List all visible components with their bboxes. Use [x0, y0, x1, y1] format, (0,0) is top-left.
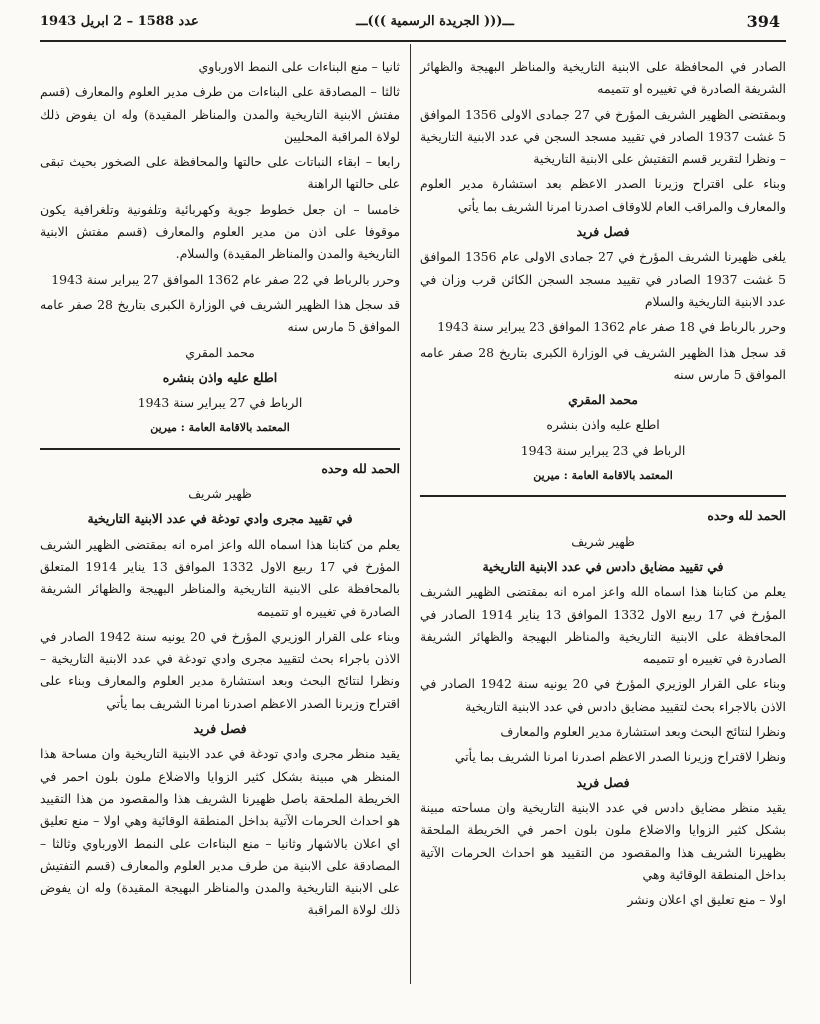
- page-number: 394: [746, 12, 780, 31]
- decision: وبناء على القرار الوزيري المؤرخ في 20 يونيه سنة 1942 الصادر في الاذن باجراء بحث لتقييد مجرى وادي تودغة في عدد الابنية التاريخية – ونظرا لنتائج البحث وبعد استشارة مدير العلوم والمعارف وبناء على اقتراح وزيرنا الصدر الاعظم اصدرنا امرنا الشريف بما يأتي: [40, 628, 401, 711]
- praise-line: الحمد لله وحده: [707, 508, 786, 524]
- cont-line: رابعا – ابقاء النباتات على حالتها والمحافظة على الصخور بحيث تبقى على حالتها الراهنة: [40, 154, 400, 192]
- sole-article-heading: فصل فريد: [576, 224, 630, 240]
- page-header: [40, 12, 780, 34]
- place-date: الرباط في 23 يبراير سنة 1943: [520, 442, 686, 458]
- intro-line: الصادر في المحافظة على الابنية التاريخية والمناظر البهيجة والظهائر الشريفة الصادرة في تغييره او تتميمه: [420, 59, 786, 97]
- intro-line: وبمقتضى الظهير الشريف المؤرخ في 27 جمادى الاولى 1356 الموافق 5 غشت 1937 الصادر في تقييد مسجد السجن في عدد الابنية التاريخية – ونظرا لتقرير قسم التفتيش على الابنية التاريخية: [420, 106, 787, 167]
- intro-line: وبناء على اقتراح وزيرنا الصدر الاعظم بعد استشارة مدير العلوم والمعارف والمراقب العام للاوقاف اصدرنا امرنا الشريف بما يأتي: [420, 176, 786, 214]
- signature: محمد المقري: [568, 392, 638, 408]
- place-date: الرباط في 27 يبراير سنة 1943: [137, 395, 303, 411]
- first-prohibition: اولا – منع تعليق اي اعلان ونشر: [627, 892, 786, 908]
- done-at: وحرر بالرباط في 18 صفر عام 1362 الموافق 23 يبراير سنة 1943: [437, 319, 786, 335]
- research-note: ونظرا لنتائج البحث وبعد استشارة مدير العلوم والمعارف: [500, 724, 786, 740]
- signature: محمد المقري: [185, 344, 255, 360]
- praise-line: الحمد لله وحده: [321, 460, 400, 476]
- gazette-title: ـــ((( الجريدة الرسمية )))ـــ: [356, 14, 514, 29]
- preamble: يعلم من كتابنا هذا اسماه الله واعز امره انه بمقتضى الظهير الشريف المؤرخ في 17 ربيع الاول 1332 الموافق 13 يناير 1914 الصادر في المحافظة على الابنية التاريخية والمناظر البهيجة والظهائر الشريفة الصادرة في تغييره او تتميمه: [420, 584, 786, 667]
- sole-article-heading: فصل فريد: [193, 721, 247, 737]
- doc-title: في تقييد مجرى وادي تودغة في عدد الابنية التاريخية: [87, 511, 353, 527]
- cont-line: خامسا – ان جعل خطوط جوية وكهربائية وتلفونية وتلغرافية يكون موقوفا على اذن من مدير العلوم والمعارف (قسم مفتش الابنية التاريخية والمدن والمناظر المقيدة) والسلام.: [40, 201, 400, 262]
- resident-general: المعتمد بالاقامة العامة : ميرين: [533, 469, 673, 483]
- proposal-note: ونظرا لاقتراح وزيرنا الصدر الاعظم اصدرنا امرنا الشريف بما يأتي: [454, 749, 786, 765]
- sole-article-text: يقيد منظر مجرى وادي تودغة في عدد الابنية التاريخية وان مساحة هذا المنظر هي مبينة بشكل كثير الزوايا والاضلاع ملون بلون احمر في الخريطة الملحقة باصل ظهيرنا الشريف هذا والمقصود من هذا التقييد هو احداث الحرمات الآتية بداخل المنطقة الوقائية وهي اولا – منع تعليق اي اعلان بالاشهار وثانيا – منع البناءات على النمط الاورباوي وثالثا – المصادقة على الابنية من طرف مدير العلوم والمعارف (قسم التفتيش على الابنية التاريخية والمدن والمناظر البهيجة المقيدة) وله ان يفوض ذلك لولاة المراقبة: [40, 746, 400, 918]
- sole-article-text: يلغى ظهيرنا الشريف المؤرخ في 27 جمادى الاولى عام 1356 الموافق 5 غشت 1937 الصادر في تقييد مسجد السجن الكائن قرب وزان في عدد الابنية التاريخية والسلام: [420, 249, 787, 309]
- doc-kind: ظهير شريف: [188, 486, 252, 502]
- header-rule: [40, 40, 786, 42]
- section-separator: [420, 495, 786, 497]
- publication-authorization: اطلع عليه واذن بنشره: [546, 417, 660, 433]
- registration-note: قد سجل هذا الظهير الشريف في الوزارة الكبرى بتاريخ 28 صفر عامه الموافق 5 مارس سنه: [420, 344, 787, 382]
- sole-article-heading: فصل فريد: [576, 774, 630, 790]
- doc-kind: ظهير شريف: [571, 533, 635, 549]
- done-at: وحرر بالرباط في 22 صفر عام 1362 الموافق 27 يبراير سنة 1943: [51, 271, 400, 287]
- issue-info: عدد 1588 – 2 ابريل 1943: [40, 14, 199, 29]
- column-divider: [410, 44, 411, 984]
- preamble: يعلم من كتابنا هذا اسماه الله واعز امره انه بمقتضى الظهير الشريف المؤرخ في 17 ربيع الاول 1332 الموافق 13 يناير 1914 المتعلق بالمحافظة على الابنية التاريخية والمناظر البهيجة والظهائر الشريفة الصادرة في تغييره او تتميمه: [40, 536, 400, 619]
- registration-note: قد سجل هذا الظهير الشريف في الوزارة الكبرى بتاريخ 28 صفر عامه الموافق 5 مارس سنه: [40, 296, 401, 335]
- decision: وبناء على القرار الوزيري المؤرخ في 20 يونيه سنة 1942 الصادر في الاذن بالاجراء بحث لتقييد مضايق دادس في عدد الابنية التاريخية: [420, 676, 786, 714]
- section-separator: [40, 448, 400, 450]
- right-column: [420, 56, 786, 914]
- doc-title: في تقييد مضايق دادس في عدد الابنية التاريخية: [482, 558, 724, 574]
- resident-general: المعتمد بالاقامة العامة : ميرين: [150, 421, 290, 435]
- cont-line: ثانيا – منع البناءات على النمط الاورباوي: [198, 59, 400, 74]
- publication-authorization: اطلع عليه واذن بنشره: [162, 369, 278, 385]
- left-column: [40, 56, 400, 925]
- sole-article-text: يقيد منظر مضايق دادس في عدد الابنية التاريخية وان مساحته مبينة بشكل كثير الزوايا والاضلاع ملون بلون احمر في الخريطة الملحقة بظهيرنا الشريف هذا والمقصود من التقييد هو احداث الحرمات الآتية بداخل المنطقة الوقائية وهي: [420, 799, 786, 882]
- cont-line: ثالثا – المصادقة على البناءات من طرف مدير العلوم والمعارف (قسم مفتش الابنية التاريخية والمدن والمناظر المقيدة) وله ان يفوض ذلك لولاة المراقبة المحليين: [40, 84, 400, 144]
